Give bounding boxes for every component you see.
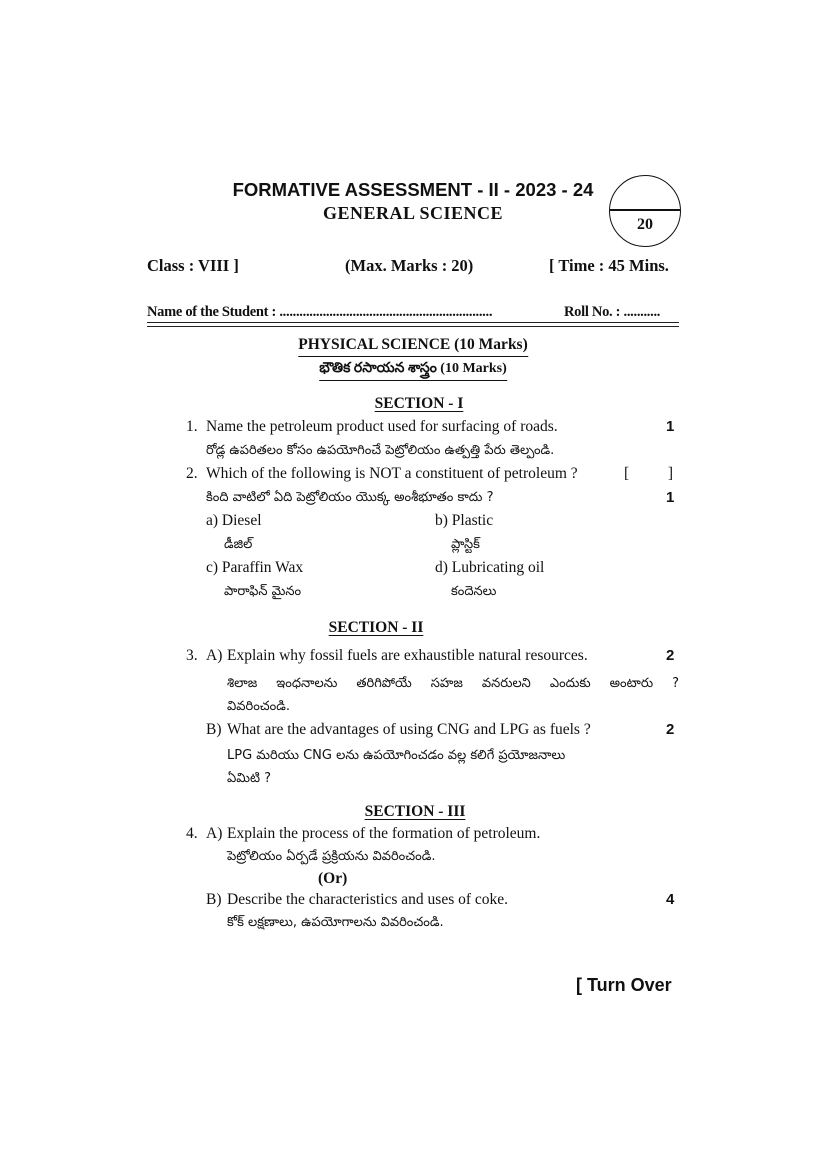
part-title-telugu: భౌతిక రసాయన శాస్త్రం (10 Marks): [319, 359, 507, 381]
question-3a-telugu-cont: వివరించండి.: [227, 699, 291, 714]
option-a: a) Diesel: [206, 512, 262, 529]
time-limit: [ Time : 45 Mins.: [549, 256, 669, 275]
sub-question-label: B): [206, 891, 222, 908]
question-4a-text: Explain the process of the formation of petroleum.: [227, 825, 541, 842]
student-name-field[interactable]: Name of the Student : ................................................................: [147, 304, 493, 320]
class-label: Class : VIII ]: [147, 256, 239, 275]
question-4b-marks: 4: [666, 891, 675, 908]
sub-question-label: A): [206, 647, 223, 664]
option-d-telugu: కందెనలు: [451, 584, 497, 599]
option-b: b) Plastic: [435, 512, 494, 529]
section-1-heading: SECTION - I: [374, 395, 464, 412]
question-1-telugu: రోడ్ల ఉపరితలం కోసం ఉపయోగించే పెట్రోలియం ఉత్పత్తి పేరు తెల్పండి.: [206, 443, 555, 458]
question-3b-marks: 2: [666, 721, 675, 738]
sub-question-label: A): [206, 825, 223, 842]
question-2-text: Which of the following is NOT a constituent of petroleum ?: [206, 465, 578, 482]
question-3a-telugu: శిలాజ ఇంధనాలను తరిగిపోయే సహజ వనరులని ఎందుకు అంటారు ?: [227, 676, 679, 691]
question-number: 4.: [186, 825, 198, 842]
question-number: 1.: [186, 418, 198, 435]
sub-question-label: B): [206, 721, 222, 738]
option-c-telugu: పారాఫిన్ మైనం: [224, 584, 302, 599]
divider: [147, 326, 679, 327]
question-3a-text: Explain why fossil fuels are exhaustible natural resources.: [227, 647, 588, 664]
question-3b-telugu: LPG మరియు CNG లను ఉపయోగించడం వల్ల కలిగే ప్రయోజనాలు: [227, 748, 566, 763]
turn-over-note: [ Turn Over: [576, 975, 672, 995]
option-b-telugu: ప్లాస్టిక్: [451, 537, 480, 552]
exam-title: FORMATIVE ASSESSMENT - II - 2023 - 24: [232, 179, 594, 200]
question-3a-marks: 2: [666, 647, 675, 664]
option-c: c) Paraffin Wax: [206, 559, 304, 576]
question-4a-telugu: పెట్రోలియం ఏర్పడే ప్రక్రియను వివరించండి.: [227, 849, 436, 864]
or-label: (Or): [318, 870, 348, 887]
divider: [147, 322, 679, 323]
option-a-telugu: డీజిల్: [224, 537, 253, 552]
marks-circle: [609, 175, 681, 247]
question-number: 2.: [186, 465, 198, 482]
question-number: 3.: [186, 647, 198, 664]
question-4b-text: Describe the characteristics and uses of coke.: [227, 891, 509, 908]
option-d: d) Lubricating oil: [435, 559, 545, 576]
roll-number-field[interactable]: Roll No. : ...........: [564, 304, 661, 320]
total-marks: 20: [637, 216, 653, 233]
question-1-marks: 1: [666, 418, 675, 435]
answer-bracket[interactable]: [ ]: [624, 465, 674, 482]
question-1-text: Name the petroleum product used for surfacing of roads.: [206, 418, 558, 435]
question-3b-telugu-cont: ఏమిటి ?: [227, 771, 272, 786]
question-4b-telugu: కోక్ లక్షణాలు, ఉపయోగాలను వివరించండి.: [227, 915, 444, 930]
max-marks: (Max. Marks : 20): [345, 256, 474, 275]
section-3-heading: SECTION - III: [364, 803, 466, 820]
question-3b-text: What are the advantages of using CNG and LPG as fuels ?: [227, 721, 591, 738]
question-2-telugu: కింది వాటిలో ఏది పెట్రోలియం యొక్క అంశీభూతం కాదు ?: [206, 490, 494, 505]
section-2-heading: SECTION - II: [328, 619, 424, 636]
question-2-marks: 1: [666, 489, 675, 506]
part-title: PHYSICAL SCIENCE (10 Marks): [298, 335, 528, 357]
subject-title: GENERAL SCIENCE: [322, 203, 504, 223]
